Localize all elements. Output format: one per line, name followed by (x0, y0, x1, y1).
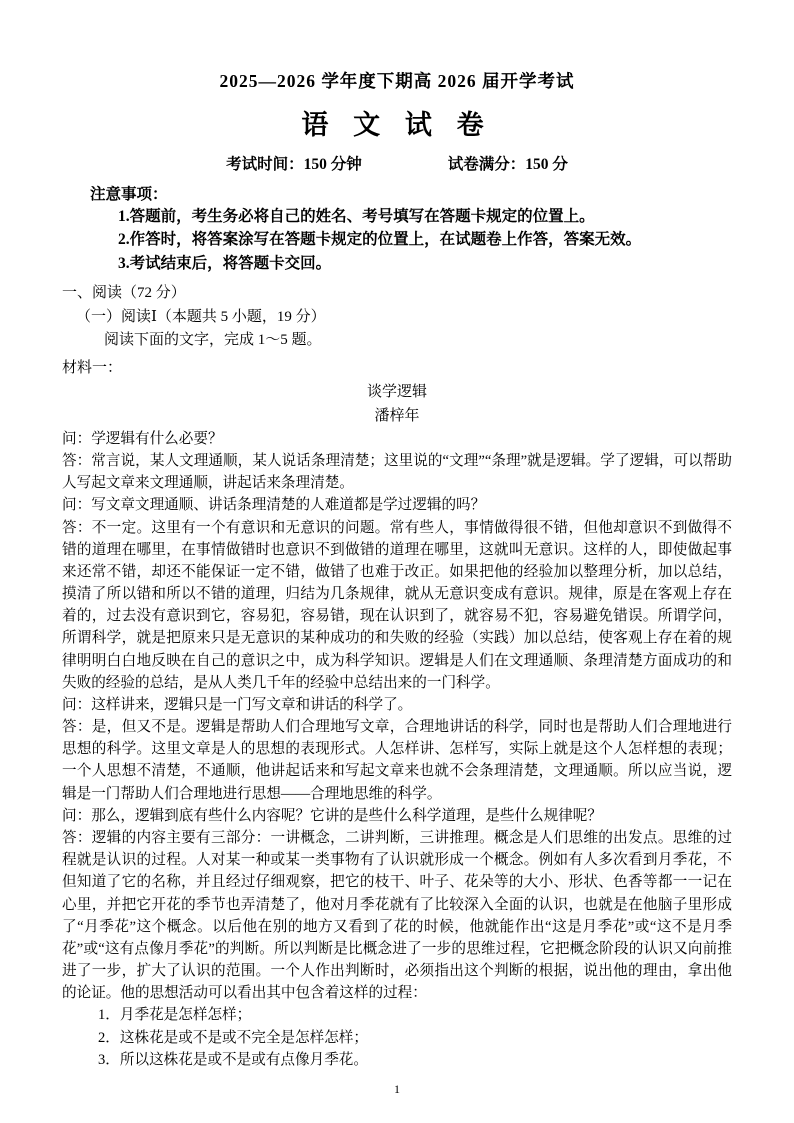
paragraph-8: 答：逻辑的内容主要有三部分：一讲概念，二讲判断，三讲推理。概念是人们思维的出发点。思维的过程就是认识的过程。人对某一种或某一类事物有了认识就形成一个概念。例如有人多次看到月季花，不但知道了它的名称，并且经过仔细观察，把它的枝干、叶子、花朵等的大小、形状、色香等都一一记在心里，并把它开花的季节也弄清楚了，他对月季花就有了比较深入全面的认识，也就是在他脑子里形成了“月季花”这个概念。以后他在别的地方又看到了花的时候，他就能作出“这是月季花”或“这不是月季花”或“这有点像月季花”的判断。所以判断是比概念进了一步的思维过程，它把概念阶段的认识又向前推进了一步，扩大了认识的范围。一个人作出判断时，必须指出这个判断的根据，说出他的理由，拿出他的论证。他的思想活动可以看出其中包含着这样的过程： (62, 830, 732, 1002)
paragraph-7: 问：那么，逻辑到底有些什么内容呢？它讲的是些什么科学道理，是些什么规律呢？ (62, 807, 602, 824)
notice-heading: 注意事项： (90, 186, 168, 203)
paragraph-5: 问：这样讲来，逻辑只是一门写文章和讲话的科学了。 (62, 696, 413, 713)
paragraph-6: 答：是，但又不是。逻辑是帮助人们合理地写文章，合理地讲话的科学，同时也是帮助人们合理地进行思想的科学。这里文章是人的思想的表现形式。人怎样讲、怎样写，实际上就是这个人怎样想的表现；一个人思想不清楚，不通顺，他讲起话来和写起文章来也就不会条理清楚，文理通顺。所以应当说，逻辑是一门帮助人们合理地进行思想——合理地思维的科学。 (62, 719, 732, 802)
paragraph-3: 问：写文章文理通顺、讲话条理清楚的人难道都是学过逻辑的吗？ (62, 497, 486, 514)
article-title: 谈学逻辑 (366, 384, 427, 401)
list-item-1: 1．月季花是怎样怎样； (98, 1007, 252, 1024)
notice-item-2: 2.作答时，将答案涂写在答题卡规定的位置上，在试题卷上作答，答案无效。 (118, 231, 642, 249)
paragraph-2: 答：常言说，某人文理通顺，某人说话条理清楚；这里说的“文理”“条理”就是逻辑。学了逻辑，可以帮助人写起文章来文理通顺，讲起话来条理清楚。 (62, 453, 732, 492)
exam-time: 考试时间：150 分钟 (226, 156, 362, 173)
paragraph-4: 答：不一定。这里有一个有意识和无意识的问题。常有些人，事情做得很不错，但他却意识不到做得不错的道理在哪里，在事情做错时也意识不到做错的道理在哪里，这就叫无意识。这样的人，即使做起事来还常不错，却还不能保证一定不错，做错了也难于改正。如果把他的经验加以整理分析，加以总结，摸清了所以错和所以不错的道理，归结为几条规律，就从无意识变成有意识。规律，原是在客观上存在着的，过去没有意识到它，容易犯，容易错，现在认识到了，就容易不犯，容易避免错误。所谓学问，所谓科学，就是把原来只是无意识的某种成功的和失败的经验（实践）加以总结，使客观上存在着的规律明明白白地反映在自己的意识之中，成为科学知识。逻辑是人们在文理通顺、条理清楚方面成功的和失败的经验的总结，是从人类几千年的经验中总结出来的一门科学。 (62, 519, 732, 691)
section-sub-one: （一）阅读Ⅰ（本题共 5 小题，19 分） (76, 308, 326, 325)
page-title: 2025—2026 学年度下期高 2026 届开学考试 (219, 71, 575, 91)
reading-instruction: 阅读下面的文字，完成 1～5 题。 (104, 332, 322, 349)
page-number: 1 (394, 1082, 400, 1096)
subject-title: 语 文 试 卷 (301, 110, 493, 140)
total-score: 试卷满分：150 分 (447, 156, 568, 173)
article-author: 潘梓年 (374, 407, 420, 424)
material-label: 材料一： (62, 359, 123, 376)
notice-item-3: 3.考试结束后，将答题卡交回。 (118, 254, 332, 272)
notice-item-1: 1.答题前，考生务必将自己的姓名、考号填写在答题卡规定的位置上。 (118, 208, 595, 225)
exam-meta (62, 152, 732, 174)
paragraph-1: 问：学逻辑有什么必要？ (62, 430, 223, 447)
section-part-one: 一、阅读（72 分） (62, 285, 186, 302)
list-item-3: 3．所以这株花是或不是或有点像月季花。 (98, 1051, 368, 1068)
list-item-2: 2．这株花是或不是或不完全是怎样怎样； (98, 1029, 368, 1046)
